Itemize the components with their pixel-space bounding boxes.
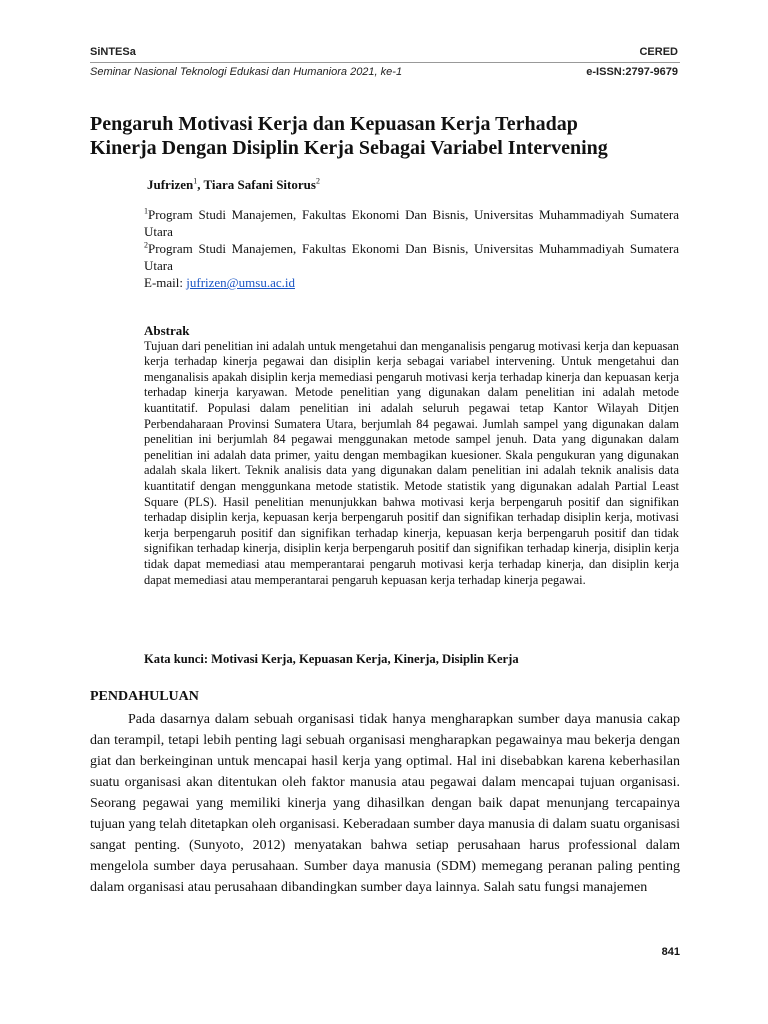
affiliations [144,206,679,291]
body-paragraph: Pada dasarnya dalam sebuah organisasi tidak hanya mengharapkan sumber daya manusia cakap dan terampil, tetapi lebih penting lagi sebuah organisasi mengharapkan pegawainya mau bekerja dengan giat dan berkeinginan untuk mencapai hasil kerja yang optimal. Hal ini disebabkan karena keberhasilan suatu organisasi akan ditentukan oleh faktor manusia atau pegawai dalam mencapai tujuan organisasi. Seorang pegawai yang memiliki kinerja yang dihasilkan dengan baik dapat menunjang tercapainya tujuan yang telah ditetapkan oleh organisasi. Keberadaan sumber daya manusia di dalam suatu organisasi sangat penting. (Sunyoto, 2012) menyatakan bahwa setiap perusahaan harus professional dalam mengelola sumber daya perusahaan. Sumber daya manusia (SDM) memegang peranan paling penting dalam organisasi atau perusahaan dibandingkan sumber daya lainnya. Salah satu fungsi manajemen [90,712,680,895]
affiliation-mark: 2 [144,240,148,250]
email-line [144,274,679,291]
email-link[interactable]: jufrizen@umsu.ac.id [186,275,295,290]
author-name: Tiara Safani Sitorus [203,177,316,192]
paper-title [90,112,690,160]
running-header-top [90,46,680,62]
abstract-text: Tujuan dari penelitian ini adalah untuk mengetahui dan menganalisis pengarug motivasi kerja dan kepuasan kerja terhadap kinerja pegawai dan disiplin kerja sebagai variabel intervening. Untuk mengetahui dan menganalisis apakah disiplin kerja memediasi pengaruh motivasi kerja terhadap kinerja dan kepuasan kerja terhadap kinerja karyawan. Metode penelitian yang digunakan dalam penelitian ini adalah metode kuantitatif. Populasi dalam penelitian ini adalah seluruh pegawai tetap Kantor Wilayah Ditjen Perbendaharaan Provinsi Sumatera Utara, berjumlah 84 pegawai. Jumlah sampel yang digunakan dalam penelitian ini berjumlah 84 pegawai menggunakan metode sampel jenuh. Data yang digunakan dalam penelitian ini adalah data primer, yaitu dengan membagikan kuesioner. Skala pengukuran yang digunakan adalah skala likert. Teknik analisis data yang digunakan dalam penelitian ini adalah teknik analisis data kuantitatif dengan menggunkana metode statistik. Metode statistik yang digunakan adalah Partial Least Square (PLS). Hasil penelitian menunjukkan bahwa motivasi kerja berpengaruh positif dan signifikan terhadap disiplin kerja, kepuasan kerja berpengaruh positif dan signifikan terhadap disiplin kerja, motivasi kerja berpengaruh positif dan signifikan terhadap kinerja, kepuasan kerja berpengaruh positif dan tidak signifikan terhadap kinerja, disiplin kerja berpengaruh positif dan signifikan terhadap kinerja, disiplin kerja tidak dapat memediasi atau memperantarai pengaruh motivasi kerja terhadap kinerja, dan disiplin kerja dapat memediasi atau memperantarai pengaruh kepuasan kerja terhadap kinerja pegawai. [144,338,679,587]
section-heading: PENDAHULUAN [90,689,199,704]
author-affiliation-mark: 1 [193,176,198,186]
email-label: E-mail: [144,275,187,290]
affiliation-mark: 1 [144,206,148,216]
author-list [147,177,320,193]
author-separator: , [197,177,204,192]
body-text [90,709,680,898]
author-affiliation-mark: 2 [315,176,320,186]
issn: e-ISSN:2797-9679 [586,66,678,78]
journal-name: SiNTESa [90,46,136,58]
abstract-heading: Abstrak [144,323,190,338]
abstract [144,323,679,588]
affiliation-2 [144,240,679,274]
seminar-name: Seminar Nasional Teknologi Edukasi dan Humaniora 2021, ke-1 [90,66,403,78]
header-rule [90,62,680,63]
author-name: Jufrizen [147,177,194,192]
publisher-name: CERED [639,46,678,58]
title-line-1: Pengaruh Motivasi Kerja dan Kepuasan Kerja Terhadap [90,113,578,135]
affiliation-text: Program Studi Manajemen, Fakultas Ekonomi Dan Bisnis, Universitas Muhammadiyah Sumatera Utara [144,207,679,239]
page-number: 841 [661,946,680,958]
affiliation-text: Program Studi Manajemen, Fakultas Ekonomi Dan Bisnis, Universitas Muhammadiyah Sumatera Utara [144,241,679,273]
title-line-2: Kinerja Dengan Disiplin Kerja Sebagai Variabel Intervening [90,137,608,159]
keywords: Kata kunci: Motivasi Kerja, Kepuasan Kerja, Kinerja, Disiplin Kerja [144,652,519,666]
affiliation-1 [144,206,679,240]
running-header-bottom [90,66,680,82]
